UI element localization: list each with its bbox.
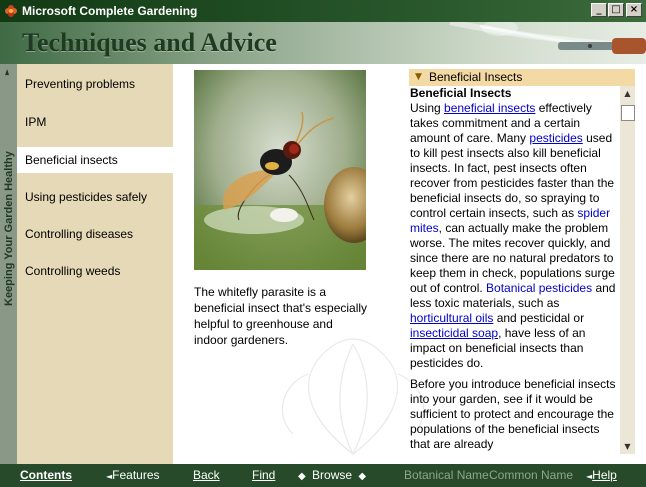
nav-item-beneficial-insects[interactable]: Beneficial insects xyxy=(17,147,173,173)
title-bar[interactable] xyxy=(0,0,646,22)
help-label: Help xyxy=(592,468,617,482)
back-button[interactable] xyxy=(193,468,220,482)
app-flower-icon xyxy=(4,4,18,18)
article-text: Using xyxy=(410,101,445,115)
article-paragraph xyxy=(410,101,617,371)
contents-button[interactable] xyxy=(20,468,72,482)
nav-item-using-pesticides-safely[interactable]: Using pesticides safely xyxy=(25,190,148,204)
help-arrow-icon: ◄ xyxy=(586,472,593,481)
find-button[interactable] xyxy=(252,468,275,482)
rail-label-text: Keeping Your Garden Healthy xyxy=(3,151,15,306)
nav-item-preventing-problems[interactable]: Preventing problems xyxy=(25,77,136,91)
article-section-header[interactable] xyxy=(409,69,635,86)
content-pane xyxy=(173,64,646,464)
browse-next-icon[interactable]: ◆ xyxy=(358,471,367,482)
article-section-label: Beneficial Insects xyxy=(429,70,523,84)
page-header-banner xyxy=(0,22,646,64)
collapse-triangle-icon[interactable]: ▼ xyxy=(415,72,422,82)
link-pesticides[interactable]: pesticides xyxy=(529,131,583,145)
botanical-name-button[interactable]: Botanical Name xyxy=(404,468,489,482)
bottom-toolbar xyxy=(0,464,646,487)
section-rail[interactable] xyxy=(0,64,17,464)
article-text: , can actually make the problem worse. The mites recover quickly, and since there are no natural predators to keep them in check, populations surge out of control. xyxy=(410,221,615,295)
nav-item-ipm[interactable]: IPM xyxy=(25,115,47,129)
browse-prev-icon[interactable]: ◆ xyxy=(298,471,306,482)
common-name-button[interactable]: Common Name xyxy=(489,468,574,482)
article-text: effectively takes commitment and a certain amount of care. Many xyxy=(410,101,592,145)
link-horticultural-oils[interactable]: horticultural oils xyxy=(410,311,494,325)
article-text: and less toxic materials, such as xyxy=(410,281,616,310)
scroll-thumb[interactable] xyxy=(621,105,635,121)
article-text: used to kill pest insects also kill beneficial insects. In fact, pest insects often recover from pesticides faster than the beneficial insects do, so spraying to control certain insects, such as xyxy=(410,131,615,220)
topic-nav xyxy=(17,64,173,464)
features-button[interactable] xyxy=(106,468,160,482)
article-text: and pesticidal or xyxy=(493,311,585,325)
article-paragraph: Before you introduce beneficial insects into your garden, see if it would be sufficient to protect and encourage the populations of the beneficial insects that are already xyxy=(410,377,616,451)
article-text: , have less of an impact on beneficial insects than pesticides do. xyxy=(410,326,586,370)
minimize-button[interactable]: _ xyxy=(591,3,607,17)
article-title: Beneficial Insects xyxy=(410,86,512,100)
link-insecticidal-soap[interactable]: insecticidal soap xyxy=(410,326,499,340)
rail-collapse-arrow-icon: ◄ xyxy=(3,69,12,76)
page-title: Techniques and Advice xyxy=(22,28,277,57)
garden-tool-illustration xyxy=(440,22,646,64)
whitefly-parasite-photo xyxy=(194,70,366,270)
scroll-up-arrow-icon[interactable]: ▲ xyxy=(624,89,631,98)
browse-control[interactable] xyxy=(298,468,366,482)
article-body xyxy=(410,86,617,454)
rail-label xyxy=(1,68,16,308)
contents-label: Contents xyxy=(20,468,72,482)
features-label: Features xyxy=(112,468,160,482)
link-botanical-pesticides[interactable]: Botanical pesticides xyxy=(486,281,593,295)
close-button[interactable]: × xyxy=(626,3,642,17)
back-label: Back xyxy=(193,468,220,482)
link-beneficial-insects[interactable]: beneficial insects xyxy=(444,101,536,115)
nav-item-controlling-diseases[interactable]: Controlling diseases xyxy=(25,227,134,241)
article-scrollbar[interactable] xyxy=(620,86,635,454)
find-label: Find xyxy=(252,468,276,482)
browse-label: Browse xyxy=(312,468,353,482)
features-arrow-icon: ◄ xyxy=(106,472,113,481)
window-title: Microsoft Complete Gardening xyxy=(22,4,198,18)
link-spider-mites[interactable]: spider mites xyxy=(410,206,611,235)
maximize-button[interactable]: □ xyxy=(608,3,624,17)
help-button[interactable] xyxy=(586,468,617,482)
photo-caption: The whitefly parasite is a beneficial insect that's especially helpful to greenhouse and indoor gardeners. xyxy=(194,285,368,347)
scroll-down-arrow-icon[interactable]: ▼ xyxy=(624,442,631,451)
nav-item-controlling-weeds[interactable]: Controlling weeds xyxy=(25,264,121,278)
